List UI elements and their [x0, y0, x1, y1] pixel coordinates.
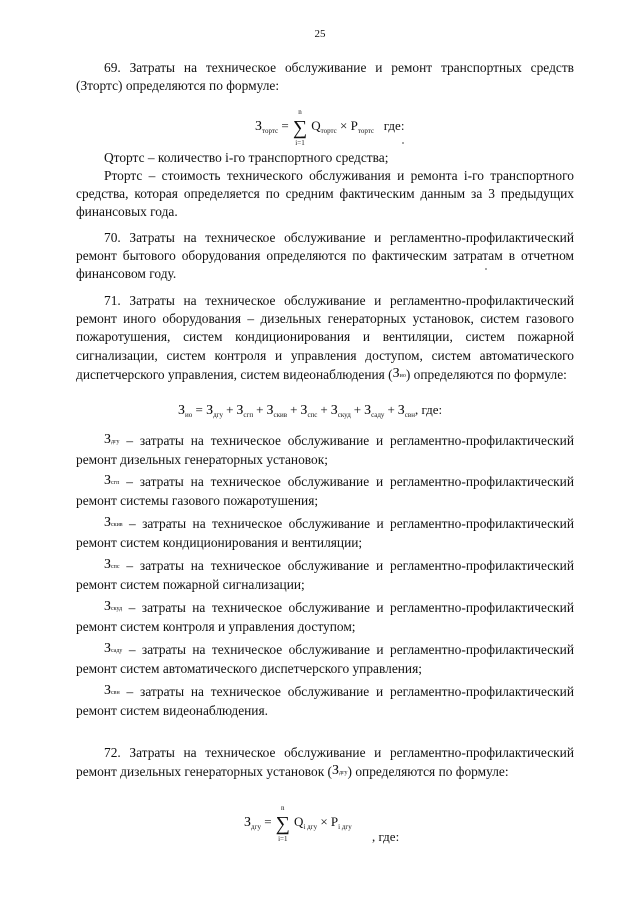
paragraph-71: 71. Затраты на техническое обслуживание и регламентно-профилактический ремонт иного оборудования – дизельных генераторных установок, систем газового пожаротушения, систем кондиционирования и вентиляции, систем пожарной сигнализации, систем контроля и управления доступом, систем автоматического диспетчерского управления, систем видеонаблюдения (Зио) определяются по формуле:	[76, 293, 574, 382]
definition-71-item: Зспс – затраты на техническое обслуживание и регламентно-профилактический ремонт систем пожарной сигнализации;	[76, 557, 574, 592]
definition-symbol: Зскуд	[104, 599, 123, 614]
formula-72: $З_{дгу}$ = n ∑ i=1 $Q_{i дгу} \times P_{i дгу}$	[244, 804, 352, 843]
scan-speck	[402, 142, 404, 144]
paragraph-72: 72. Затраты на техническое обслуживание и регламентно-профилактический ремонт дизельных генераторных установок (Здгу) определяются по формуле:	[76, 745, 574, 780]
formula-72-gde: , где:	[372, 829, 400, 844]
definition-71-item: Зсвн – затраты на техническое обслуживание и регламентно-профилактический ремонт систем видеонаблюдения.	[76, 683, 574, 718]
plus-sign: +	[353, 402, 362, 417]
formula-71: $З_{ио} = З_{дгу} + З_{сгп} + З_{скив} + З_{спс} + З_{скуд} + З_{сaду} + З_{свн}$, где:	[178, 402, 443, 419]
plus-sign: +	[226, 402, 234, 417]
definition-symbol: Зсaду	[104, 641, 123, 656]
definition-71-item: Зсгп – затраты на техническое обслуживание и регламентно-профилактический ремонт системы газового пожаротушения;	[76, 473, 574, 508]
inline-symbol-zio: Зио	[392, 365, 406, 381]
definition-symbol: Зсгп	[104, 473, 120, 488]
formula-term: $З_{скуд}$	[330, 403, 351, 419]
definition-p-tortc: Pтортс – стоимость технического обслуживания и ремонта i-го транспортного средства, которая определяется по средним фактическим данным за 3 предыдущих финансовых года.	[76, 168, 574, 220]
formula-term: $З_{свн}$	[397, 403, 415, 419]
definition-71-item: Здгу – затраты на техническое обслуживание и регламентно-профилактический ремонт дизельных генераторных установок;	[76, 432, 574, 467]
formula-term: $З_{скив}$	[266, 403, 288, 419]
formula-term: $З_{сгп}$	[236, 403, 254, 419]
definition-q-tortc: Qтортс – количество i-го транспортного средства;	[104, 150, 389, 165]
definition-71-item: Зсaду – затраты на техническое обслуживание и регламентно-профилактический ремонт систем автоматического диспетчерского управления;	[76, 641, 574, 676]
definition-symbol: Зскив	[104, 515, 123, 530]
formula-term: $З_{сaду}$	[364, 403, 385, 419]
definition-symbol: Здгу	[104, 432, 120, 447]
plus-sign: +	[387, 402, 395, 417]
formula-term: $З_{дгу}$	[206, 403, 224, 419]
formula-term: $З_{спс}$	[300, 403, 318, 419]
paragraph-69: 69. Затраты на техническое обслуживание и ремонт транспортных средств (Зтортс) определяются по формуле:	[76, 60, 574, 94]
paragraph-70: 70. Затраты на техническое обслуживание и регламентно-профилактический ремонт бытового оборудования определяются по фактическим затратам в отчетном финансовом году.	[76, 230, 574, 282]
definition-symbol: Зсвн	[104, 683, 120, 698]
plus-sign: +	[290, 402, 298, 417]
plus-sign: +	[320, 402, 328, 417]
inline-symbol-zdgu: Здгу	[332, 763, 348, 779]
scan-speck	[485, 268, 487, 270]
formula-69: $З_{тортс}$ = n ∑ i=1 $Q_{тортс} \times P_{тортс}$ где:	[255, 108, 405, 147]
definition-71-item: Зскив – затраты на техническое обслуживание и регламентно-профилактический ремонт систем кондиционирования и вентиляции;	[76, 515, 574, 550]
page-number: 25	[314, 28, 326, 40]
definition-symbol: Зспс	[104, 557, 120, 572]
definition-71-item: Зскуд – затраты на техническое обслуживание и регламентно-профилактический ремонт систем контроля и управления доступом;	[76, 599, 574, 634]
plus-sign: +	[256, 402, 264, 417]
